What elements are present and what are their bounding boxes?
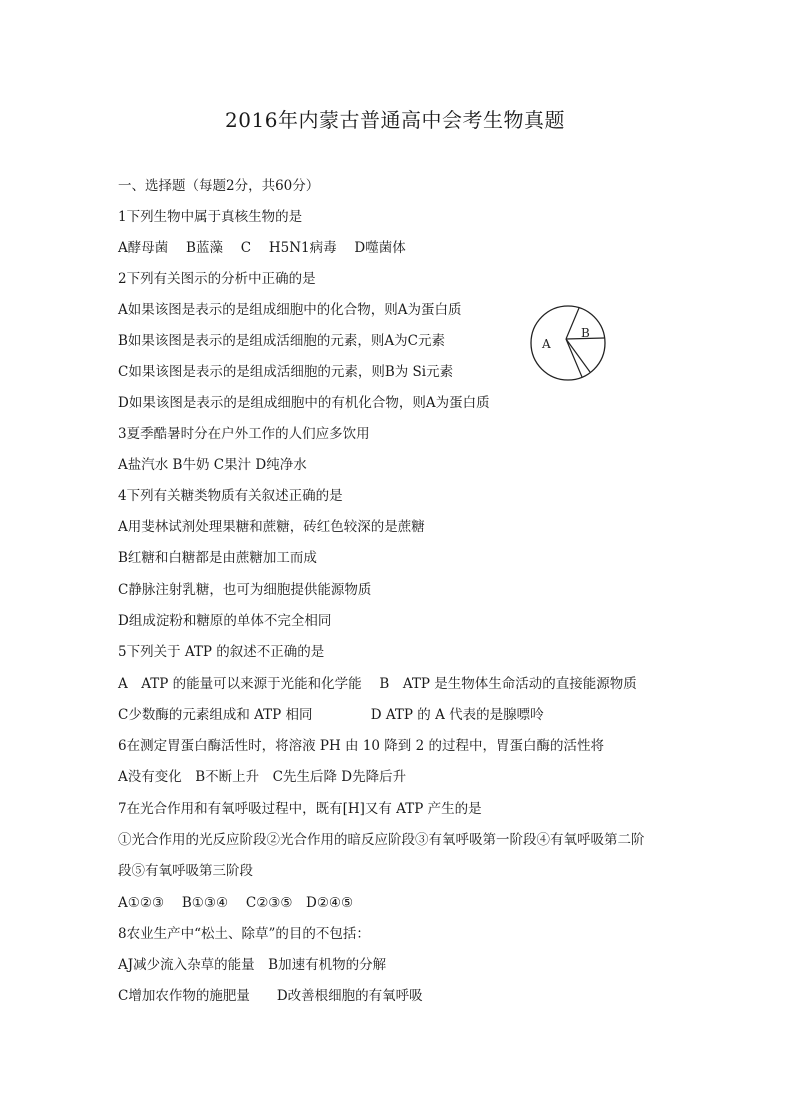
pie-divider-1 (566, 308, 579, 339)
question-7-options: A①②③ B①③④ C②③⑤ D②④⑤ (118, 895, 354, 911)
question-2-stem: 2下列有关图示的分析中正确的是 (118, 271, 316, 287)
section-header: 一、选择题（每题2分，共60分） (118, 178, 320, 194)
question-1-stem: 1下列生物中属于真核生物的是 (118, 209, 303, 225)
pie-label-b: B (581, 326, 590, 340)
question-7-stem-line-2: 段⑤有氧呼吸第三阶段 (118, 863, 253, 879)
pie-label-a: A (542, 337, 551, 351)
question-2-option-b: B如果该图是表示的是组成活细胞的元素，则A为C元素 (118, 333, 445, 349)
question-5-options-ab: A ATP 的能量可以来源于光能和化学能 B ATP 是生物体生命活动的直接能源物质 (118, 676, 637, 692)
question-2-option-c: C如果该图是表示的是组成活细胞的元素，则B为 Si元素 (118, 364, 454, 380)
question-4-option-c: C静脉注射乳糖，也可为细胞提供能源物质 (118, 582, 372, 598)
question-7-stem-line-1: ①光合作用的光反应阶段②光合作用的暗反应阶段③有氧呼吸第一阶段④有氧呼吸第二阶 (118, 832, 645, 848)
question-7-stem: 7在光合作用和有氧呼吸过程中，既有[H]又有 ATP 产生的是 (118, 801, 482, 817)
question-5-stem: 5下列关于 ATP 的叙述不正确的是 (118, 644, 325, 660)
question-4-option-a: A用斐林试剂处理果糖和蔗糖，砖红色较深的是蔗糖 (118, 519, 425, 535)
question-2-option-d: D如果该图是表示的是组成细胞中的有机化合物，则A为蛋白质 (118, 395, 490, 411)
question-3-options: A盐汽水 B牛奶 C果汁 D纯净水 (118, 457, 307, 473)
question-2-option-a: A如果该图是表示的是组成细胞中的化合物，则A为蛋白质 (118, 302, 462, 318)
question-4-option-d: D组成淀粉和糖原的单体不完全相同 (118, 613, 332, 629)
pie-figure (528, 303, 608, 383)
question-8-stem: 8农业生产中“松土、除草”的目的不包括： (118, 926, 370, 942)
question-8-options-cd: C增加农作物的施肥量 D改善根细胞的有氧呼吸 (118, 988, 423, 1004)
question-5-options-cd: C少数酶的元素组成和 ATP 相同 D ATP 的 A 代表的是腺嘌呤 (118, 707, 544, 723)
question-8-options-ab: AJ减少流入杂草的能量 B加速有机物的分解 (118, 957, 387, 973)
question-1-options: A酵母菌 B蓝藻 C H5N1病毒 D噬菌体 (118, 240, 406, 256)
question-4-stem: 4下列有关糖类物质有关叙述正确的是 (118, 488, 343, 504)
question-3-stem: 3夏季酷暑时分在户外工作的人们应多饮用 (118, 426, 370, 442)
page-title: 2016年内蒙古普通高中会考生物真题 (225, 108, 565, 132)
question-4-option-b: B红糖和白糖都是由蔗糖加工而成 (118, 550, 317, 566)
question-6-options: A没有变化 B不断上升 C先生后降 D先降后升 (118, 769, 407, 785)
question-6-stem: 6在测定胃蛋白酶活性时，将溶液 PH 由 10 降到 2 的过程中，胃蛋白酶的活性将 (118, 738, 604, 754)
